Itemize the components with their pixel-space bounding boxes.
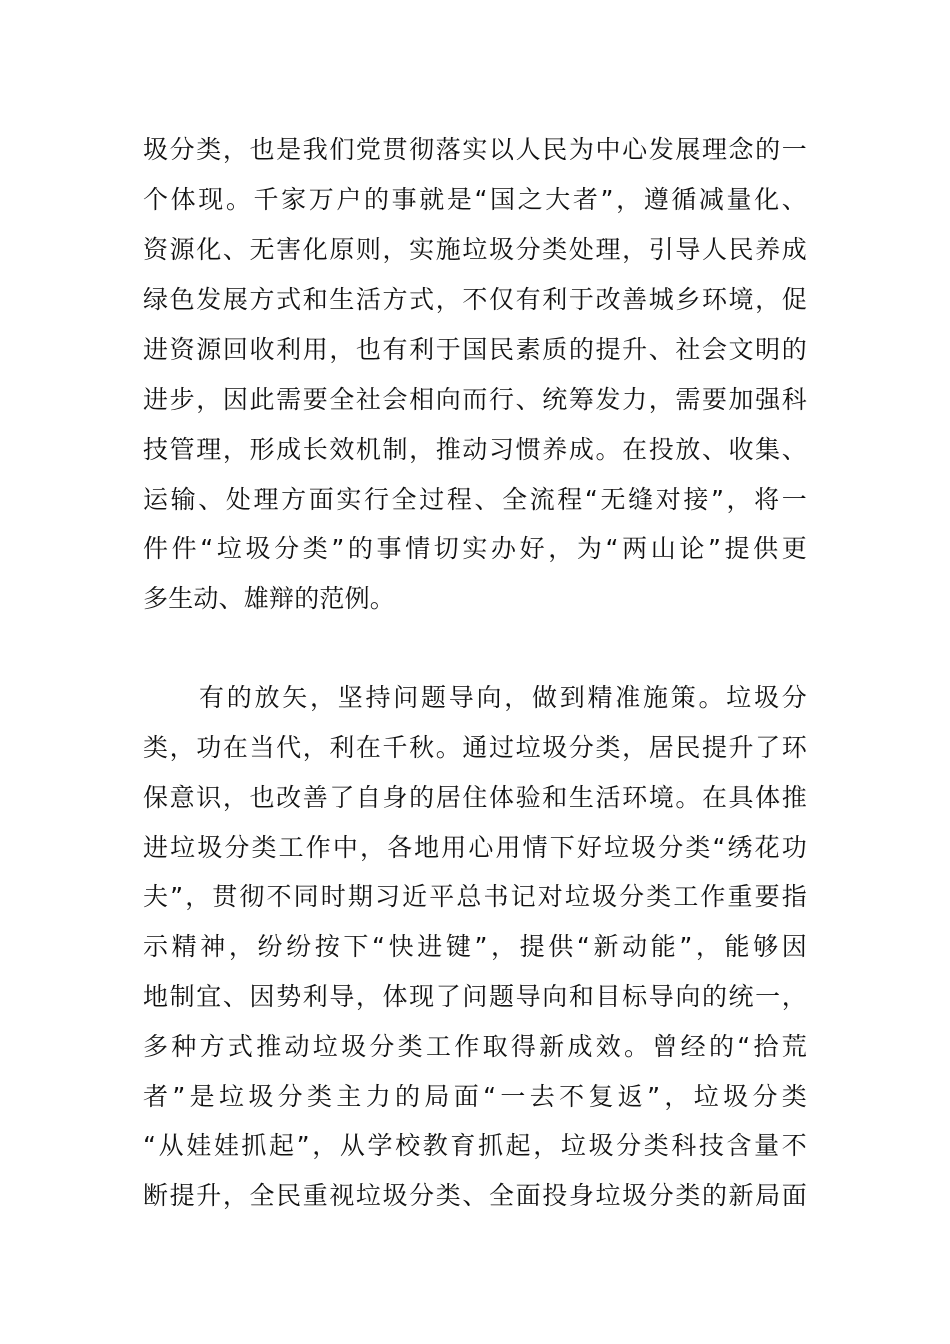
paragraph-1-line: 绿色发展方式和生活方式，不仅有利于改善城乡环境，促: [143, 285, 807, 314]
paragraph-2-line: 类，功在当代，利在千秋。通过垃圾分类，居民提升了环: [143, 733, 807, 762]
paragraph-2-line: 者”是垃圾分类主力的局面“一去不复返”，垃圾分类: [143, 1082, 807, 1111]
paragraph-2-line: 多种方式推动垃圾分类工作取得新成效。曾经的“拾荒: [143, 1032, 807, 1061]
paragraph-1-line: 圾分类，也是我们党贯彻落实以人民为中心发展理念的一: [143, 135, 807, 164]
paragraph-1-line: 技管理，形成长效机制，推动习惯养成。在投放、收集、: [143, 435, 807, 464]
paragraph-1-line: 个体现。千家万户的事就是“国之大者”，遵循减量化、: [143, 185, 807, 214]
paragraph-2-line: 断提升，全民重视垃圾分类、全面投身垃圾分类的新局面: [143, 1181, 807, 1210]
paragraph-2-line: 有的放矢，坚持问题导向，做到精准施策。垃圾分: [199, 683, 807, 712]
paragraph-2-line: “从娃娃抓起”，从学校教育抓起，垃圾分类科技含量不: [143, 1131, 807, 1160]
paragraph-1-line: 运输、处理方面实行全过程、全流程“无缝对接”，将一: [143, 485, 807, 514]
paragraph-2-line: 地制宜、因势利导，体现了问题导向和目标导向的统一，: [143, 982, 807, 1011]
paragraph-2-line: 示精神，纷纷按下“快进键”，提供“新动能”，能够因: [143, 932, 807, 961]
paragraph-2-line: 夫”，贯彻不同时期习近平总书记对垃圾分类工作重要指: [143, 882, 807, 911]
paragraph-1-line: 进步，因此需要全社会相向而行、统筹发力，需要加强科: [143, 385, 807, 414]
paragraph-1-line: 进资源回收利用，也有利于国民素质的提升、社会文明的: [143, 335, 807, 364]
paragraph-1-line: 多生动、雄辩的范例。: [143, 584, 396, 613]
paragraph-2-line: 进垃圾分类工作中，各地用心用情下好垃圾分类“绣花功: [143, 833, 807, 862]
paragraph-1-line: 资源化、无害化原则，实施垃圾分类处理，引导人民养成: [143, 235, 807, 264]
paragraph-1-line: 件件“垃圾分类”的事情切实办好，为“两山论”提供更: [143, 534, 807, 563]
paragraph-2-line: 保意识，也改善了自身的居住体验和生活环境。在具体推: [143, 783, 807, 812]
